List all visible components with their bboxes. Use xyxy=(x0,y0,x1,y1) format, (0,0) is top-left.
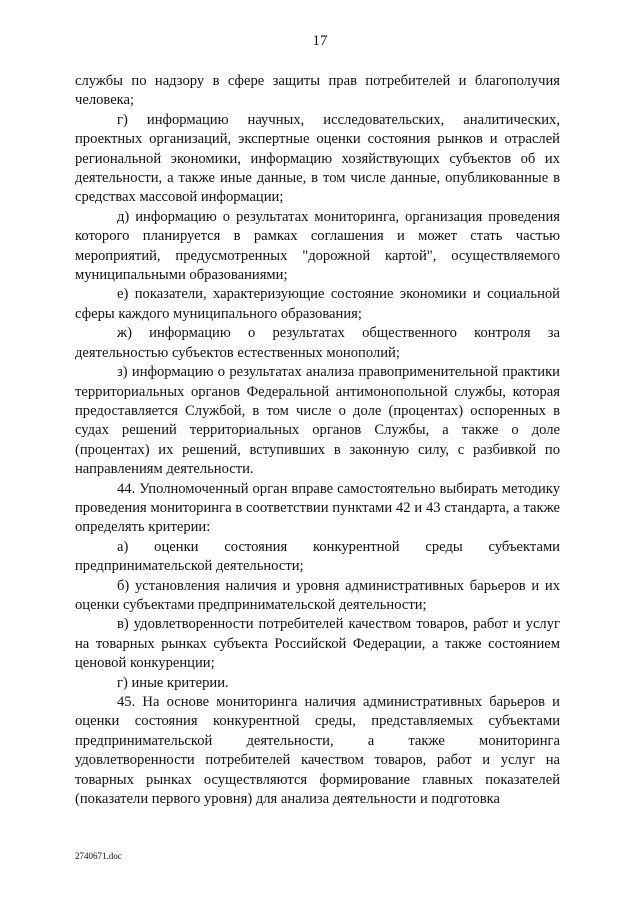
paragraph: б) установления наличия и уровня административных барьеров и их оценки субъектами предпринимательской деятельности; xyxy=(75,577,560,613)
paragraph: г) информацию научных, исследовательских, аналитических, проектных организаций, экспертные оценки состояния рынков и отраслей региональной экономики, информацию хозяйствующих субъектов об их деятельности, а также иные данные, в том числе данные, опубликованные в средствах массовой информации; xyxy=(75,111,560,206)
paragraph: д) информацию о результатах мониторинга, организация проведения которого планируется в рамках соглашения и может стать частью мероприятий, предусмотренных "дорожной картой", осуществляемого муниципальными образованиями; xyxy=(75,208,560,284)
paragraph: ж) информацию о результатах общественного контроля за деятельностью субъектов естественных монополий; xyxy=(75,325,560,361)
paragraph: е) показатели, характеризующие состояние экономики и социальной сферы каждого муниципального образования; xyxy=(75,286,560,322)
page-number: 17 xyxy=(312,33,328,49)
paragraph: г) иные критерии. xyxy=(117,674,229,691)
paragraph: в) удовлетворенности потребителей качеством товаров, работ и услуг на товарных рынках субъекта Российской Федерации, а также состоянием ценовой конкуренции; xyxy=(75,616,560,672)
paragraph: з) информацию о результатах анализа правоприменительной практики территориальных органов Федеральной антимонопольной службы, которая предоставляется Службой, в том числе о доле (процентах) оспоренных в судах решений территориальных органов Службы, а также о доле (процентах) их решений, вступивших в законную силу, с разбивкой по направлениям деятельности. xyxy=(75,364,560,478)
document-body xyxy=(75,72,560,809)
paragraph: 45. На основе мониторинга наличия административных барьеров и оценки состояния конкурентной среды, представляемых субъектами предпринимательской деятельности, а также мониторинга удовлетворенности потребителей качеством товаров, работ и услуг на товарных рынках осуществляются формирование главных показателей (показатели первого уровня) для анализа деятельности и подготовка xyxy=(75,694,560,808)
paragraph: службы по надзору в сфере защиты прав потребителей и благополучия человека; xyxy=(75,73,560,109)
paragraph: а) оценки состояния конкурентной среды субъектами предпринимательской деятельности; xyxy=(75,538,560,575)
paragraph: 44. Уполномоченный орган вправе самостоятельно выбирать методику проведения мониторинга в соответствии пунктами 42 и 43 стандарта, а также определять критерии: xyxy=(75,480,560,536)
footer-filename: 2740671.doc xyxy=(75,851,122,861)
